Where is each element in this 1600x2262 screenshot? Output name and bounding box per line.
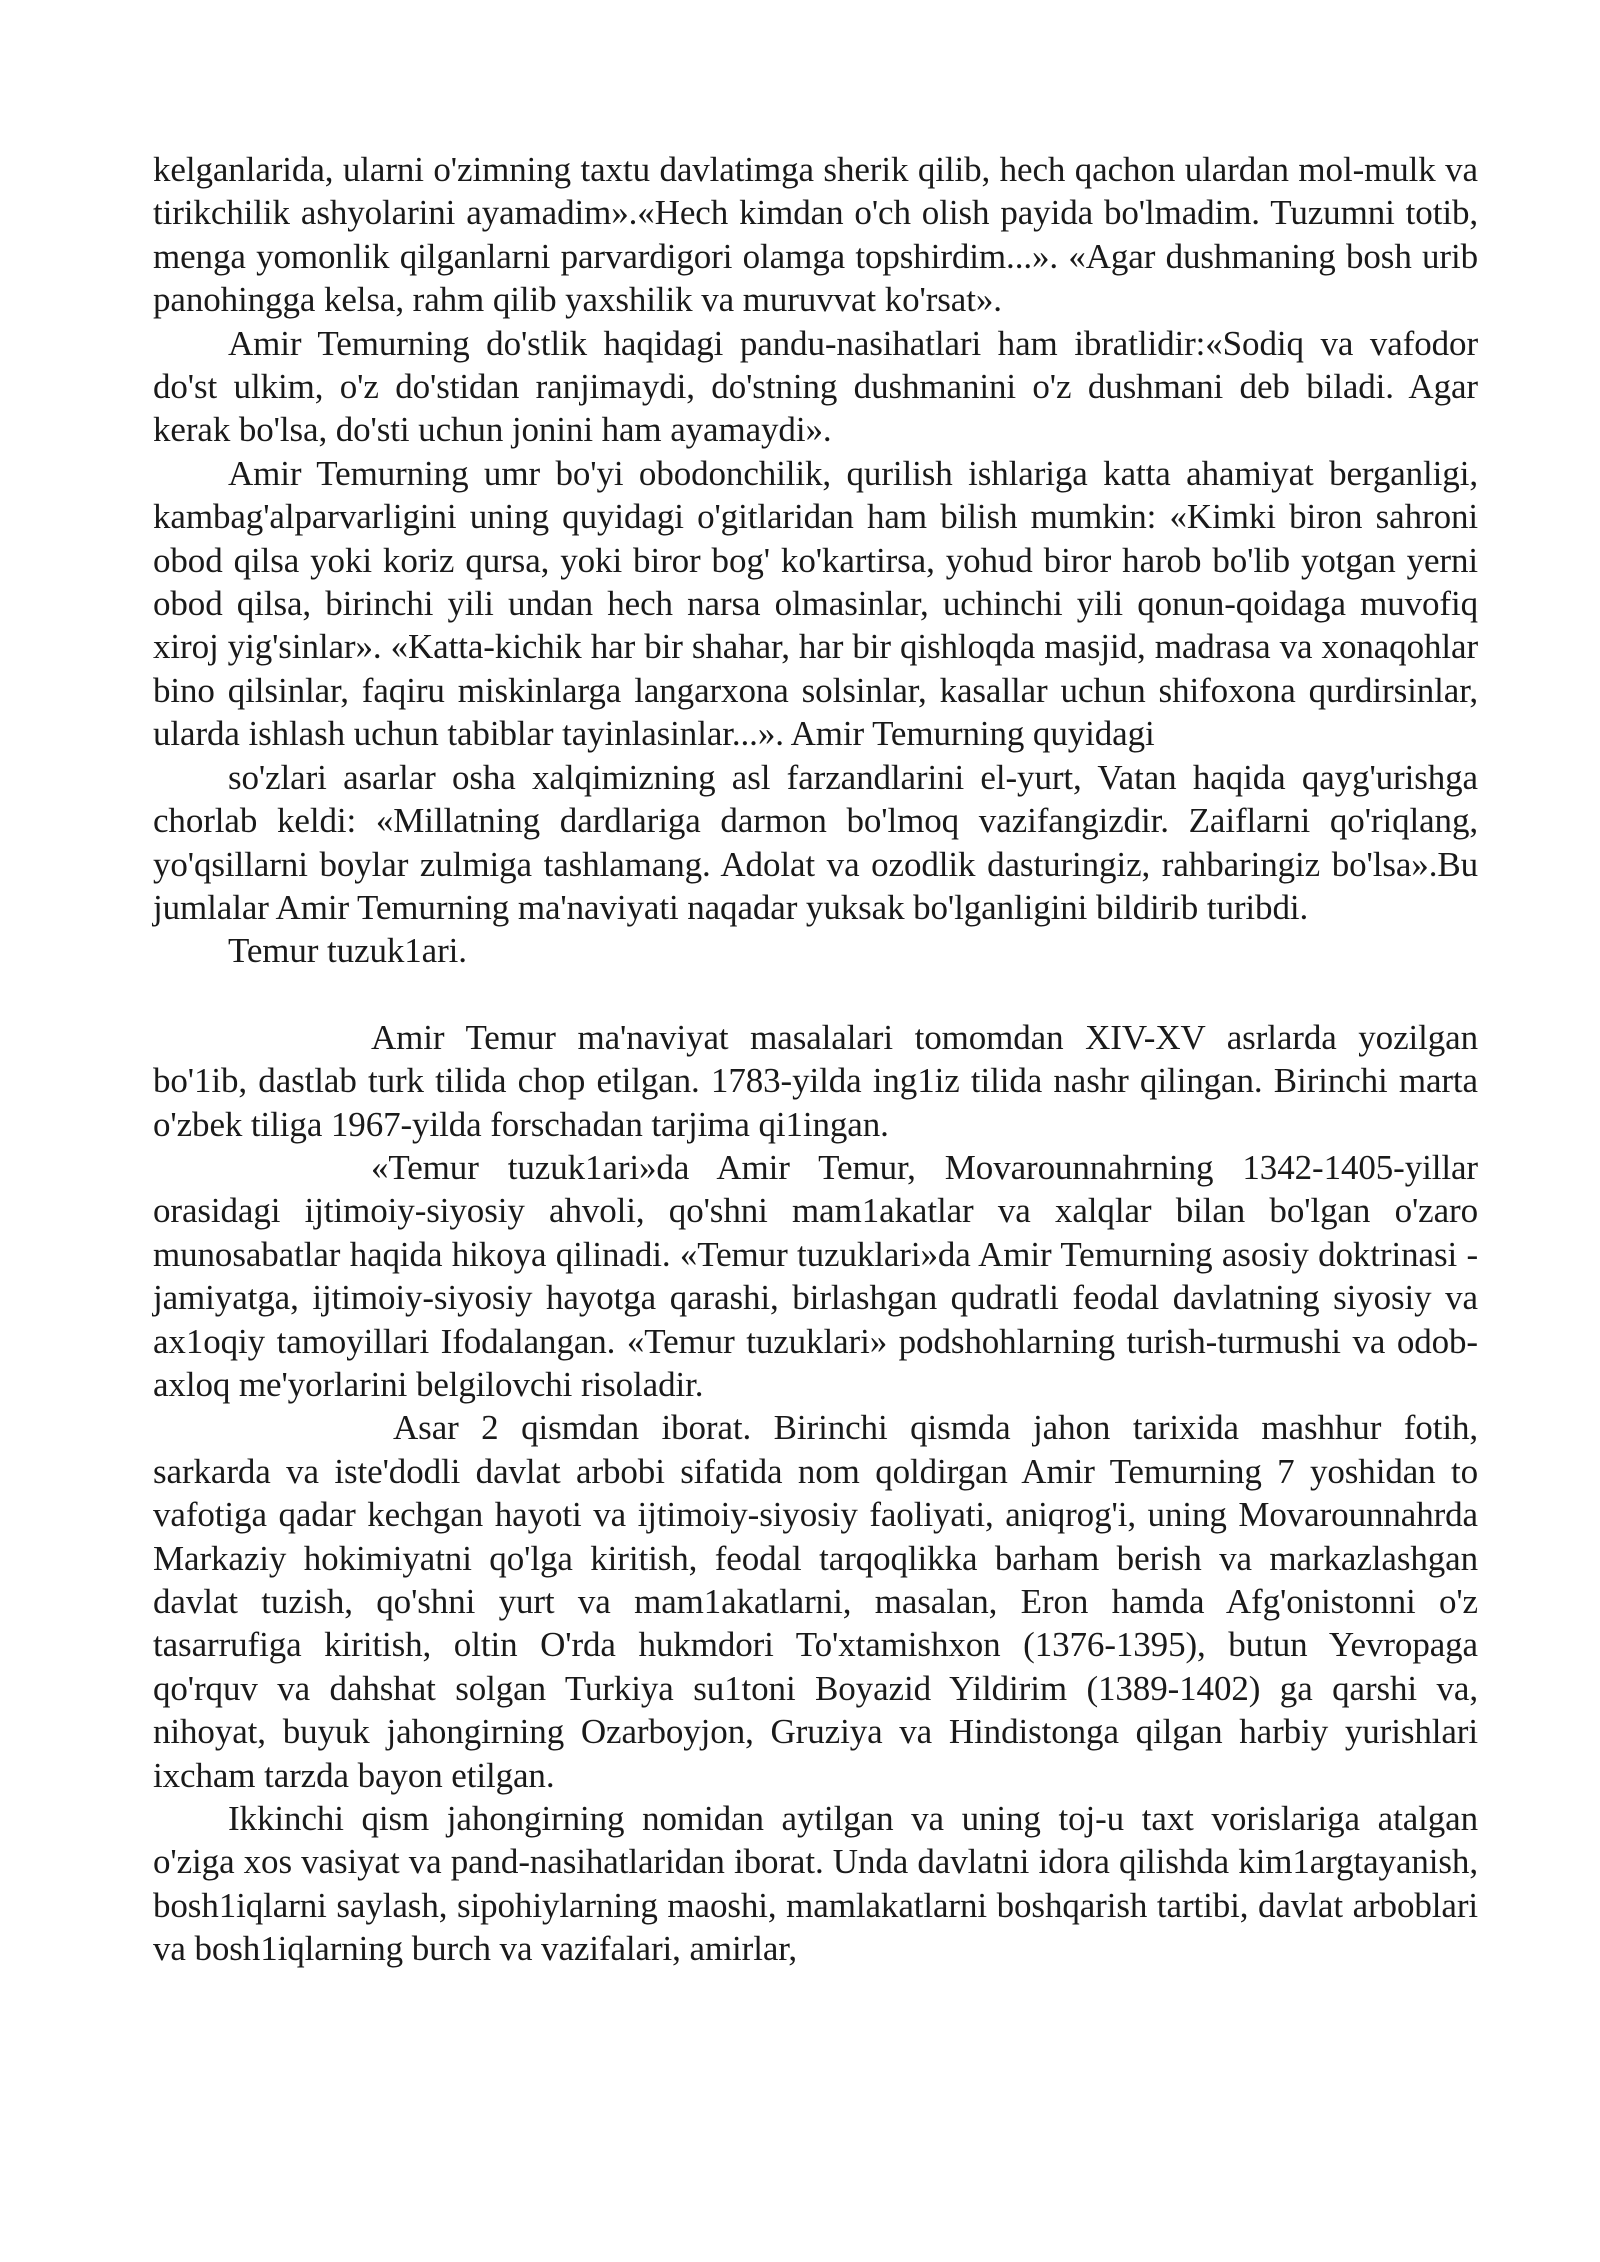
blank-line	[153, 973, 1478, 1016]
paragraph-4: so'zlari asarlar osha xalqimizning asl farzandlarini el-yurt, Vatan haqida qayg'urishga chorlab keldi: «Millatning dardlariga darmon bo'lmoq vazifangizdir. Zaiflarni qo'riqlang, yo'qsillarni boylar zulmiga tashlamang. Adolat va ozodlik dasturingiz, rahbaringiz bo'lsa».Bu jumlalar Amir Temurning ma'naviyati naqadar yuksak bo'lganligini bildirib turibdi.	[153, 757, 1478, 927]
paragraph-7: Asar 2 qismdan iborat. Birinchi qismda jahon tarixida mashhur fotih, sarkarda va iste'dodli davlat arbobi sifatida nom qoldirgan Amir Temurning 7 yoshidan to vafotiga qadar kechgan hayoti va ijtimoiy-siyosiy faoliyati, aniqrog'i, uning Movarounnahrda Markaziy hokimiyatni qo'lga kiritish, feodal tarqoqlikka barham berish va markazlashgan davlat tuzish, qo'shni yurt va mam1akatlarni, masalan, Eron hamda Afg'onistonni o'z tasarrufiga kiritish, oltin O'rda hukmdori To'xtamishxon (1376-1395), butun Yevropaga qo'rquv va dahshat solgan Turkiya su1toni Boyazid Yildirim (1389-1402) ga qarshi va, nihoyat, buyuk jahongirning Ozarboyjon, Gruziya va Hindistonga qilgan harbiy yurishlari ixcham tarzda bayon etilgan.	[153, 1408, 1478, 1795]
section-heading: Temur tuzuk1ari.	[228, 931, 467, 971]
paragraph-1: kelganlarida, ularni o'zimning taxtu davlatimga sherik qilib, hech qachon ulardan mol-mulk va tirikchilik ashyolarini ayamadim».«Hech kimdan o'ch olish payida bo'lmadim. Tuzumni totib, menga yomonlik qilganlarni parvardigori olamga topshirdim...». «Agar dushmaning bosh urib panohingga kelsa, rahm qilib yaxshilik va muruvvat ko'rsat».	[153, 150, 1478, 320]
paragraph-8: Ikkinchi qism jahongirning nomidan aytilgan va uning toj-u taxt vorislariga atalgan o'ziga xos vasiyat va pand-nasihatlaridan iborat. Unda davlatni idora qilishda kim1argtayanish, bosh1iqlarni saylash, sipohiylarning maoshi, mamlakatlarni boshqarish tartibi, davlat arboblari va bosh1iqlarning burch va vazifalari, amirlar,	[153, 1799, 1478, 1969]
paragraph-2: Amir Temurning do'stlik haqidagi pandu-nasihatlari ham ibratlidir:«Sodiq va vafodor do'st ulkim, o'z do'stidan ranjimaydi, do'stning dushmanini o'z dushmani deb biladi. Agar kerak bo'lsa, do'sti uchun jonini ham ayamaydi».	[153, 323, 1478, 450]
paragraph-5: Amir Temur ma'naviyat masalalari tomomdan XIV-XV asrlarda yozilgan bo'1ib, dastlab turk tilida chop etilgan. 1783-yilda ing1iz tilida nashr qilingan. Birinchi marta o'zbek tiliga 1967-yilda forschadan tarjima qi1ingan.	[153, 1017, 1478, 1144]
paragraph-3: Amir Temurning umr bo'yi obodonchilik, qurilish ishlariga katta ahamiyat berganligi, kambag'alparvarligini uning quyidagi o'gitlaridan ham bilish mumkin: «Kimki biron sahroni obod qilsa yoki koriz qursa, yoki biror bog' ko'kartirsa, yohud biror harob bo'lib yotgan yerni obod qilsa, birinchi yili undan hech narsa olmasinlar, uchinchi yili qonun-qoidaga muvofiq xiroj yig'sinlar». «Katta-kichik har bir shahar, har bir qishloqda masjid, madrasa va xonaqohlar bino qilsinlar, faqiru miskinlarga langarxona solsinlar, kasallar uchun shifoxona qurdirsinlar, ularda ishlash uchun tabiblar tayinlasinlar...». Amir Temurning quyidagi	[153, 453, 1478, 754]
paragraph-6: «Temur tuzuk1ari»da Amir Temur, Movarounnahrning 1342-1405-yillar orasidagi ijtimoiy-siyosiy ahvoli, qo'shni mam1akatlar va xalqlar bilan bo'lgan o'zaro munosabatlar haqida hikoya qilinadi. «Temur tuzuklari»da Amir Temurning asosiy doktrinasi -jamiyatga, ijtimoiy-siyosiy hayotga qarashi, birlashgan qudratli feodal davlatning siyosiy va ax1oqiy tamoyillari Ifodalangan. «Temur tuzuklari» podshohlarning turish-turmushi va odob-axloq me'yorlarini belgilovchi risoladir.	[153, 1147, 1478, 1404]
document-body	[153, 148, 1478, 1971]
